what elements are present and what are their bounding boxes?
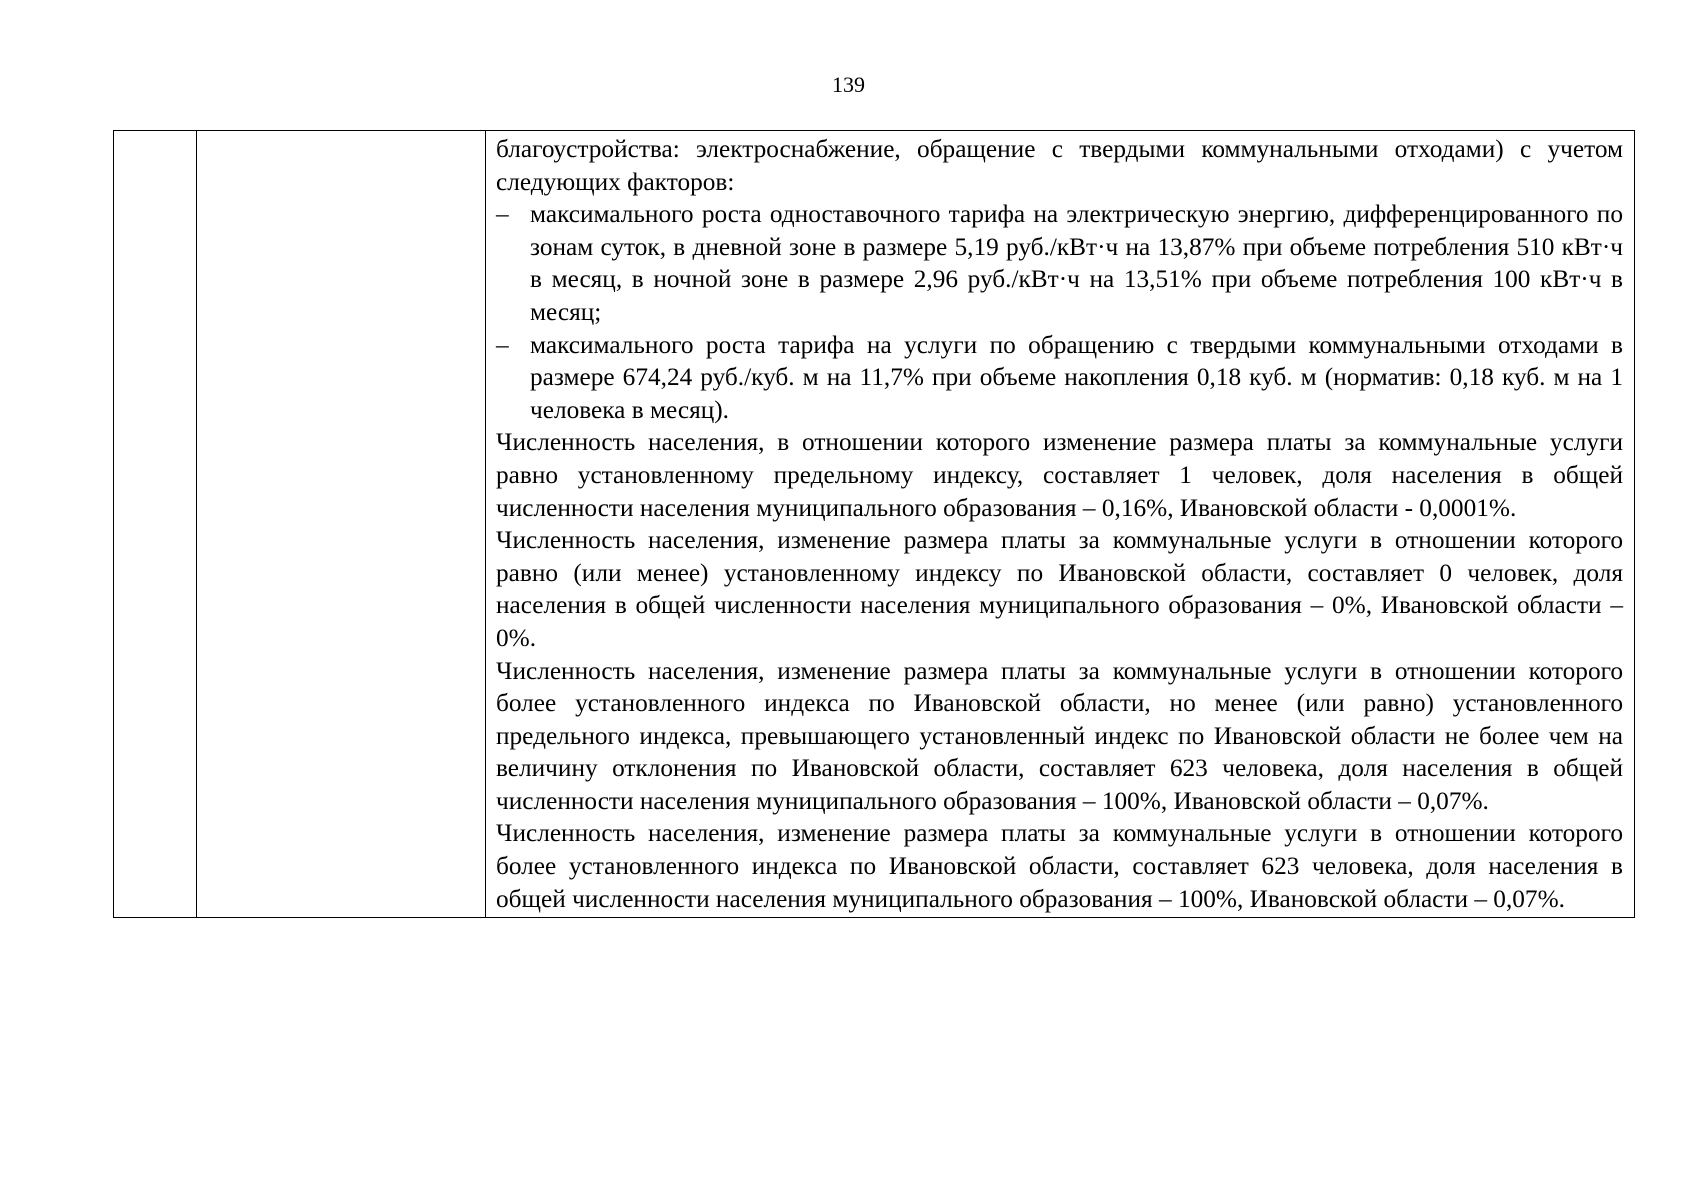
page-number: 139 — [832, 72, 865, 97]
intro-paragraph: благоустройства: электроснабжение, обращение с твердыми коммунальными отходами) с учетом следующих факторов: — [496, 135, 1623, 196]
bullet-text-waste: максимального роста тарифа на услуги по обращению с твердыми коммунальными отходами в размере 674,24 руб./куб. м на 11,7% при объеме накопления 0,18 куб. м (норматив: 0,18 куб. м на 1 человека в месяц). — [530, 330, 1623, 424]
table-row — [114, 131, 1635, 918]
paragraph-population-equal-or-less: Численность населения, изменение размера платы за коммунальные услуги в отношении которого равно (или менее) установленному индексу по Ивановской области, составляет 0 человек, доля населения в общей численности населения муниципального образования – 0%, Ивановской области – 0%. — [496, 526, 1623, 652]
table-cell-empty-first — [114, 131, 197, 918]
paragraph-population-above-index: Численность населения, изменение размера платы за коммунальные услуги в отношении которого более установленного индекса по Ивановской области, составляет 623 человека, доля населения в общей численности населения муниципального образования – 100%, Ивановской области – 0,07%. — [496, 819, 1623, 913]
table-cell-empty-second — [197, 131, 486, 918]
paragraph-population-between-indexes: Численность населения, изменение размера платы за коммунальные услуги в отношении которого более установленного индекса по Ивановской области, но менее (или равно) установленного предельного индекса, превышающего установленный индекс по Ивановской области не более чем на величину отклонения по Ивановской области, составляет 623 человека, доля населения в общей численности населения муниципального образования – 100%, Ивановской области – 0,07%. — [496, 656, 1623, 815]
document-table — [113, 130, 1635, 918]
list-item — [496, 329, 1623, 427]
list-item — [496, 198, 1623, 328]
table-cell-content — [486, 131, 1635, 918]
bullet-dash: – — [496, 330, 509, 359]
bullet-text-electricity: максимального роста одноставочного тарифа на электрическую энергию, дифференцированного по зонам суток, в дневной зоне в размере 5,19 руб./кВт·ч на 13,87% при объеме потребления 510 кВт·ч в месяц, в ночной зоне в размере 2,96 руб./кВт·ч на 13,51% при объеме потребления 100 кВт·ч в месяц; — [530, 200, 1623, 326]
paragraph-population-limit-index: Численность населения, в отношении которого изменение размера платы за коммунальные услуги равно установленному предельному индексу, составляет 1 человек, доля населения в общей численности населения муниципального образования – 0,16%, Ивановской области - 0,0001%. — [496, 428, 1623, 522]
bullet-dash: – — [496, 200, 509, 229]
